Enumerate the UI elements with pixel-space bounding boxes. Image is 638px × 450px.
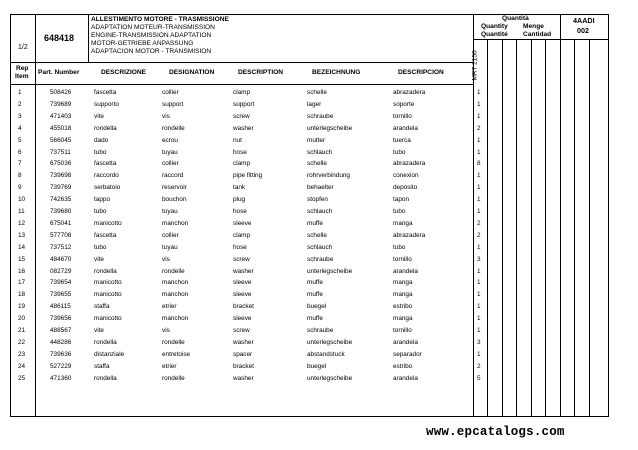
description-cell: washer: [233, 124, 254, 132]
table-row: [0, 325, 638, 337]
qty-label-fr: Quantité: [481, 31, 508, 38]
descrizione-cell: vite: [94, 112, 104, 120]
descripcion-cell: soporte: [393, 100, 415, 108]
rep-cell: 12: [18, 219, 26, 227]
rep-cell: 8: [18, 172, 22, 180]
quantity-cell: 8: [477, 160, 481, 168]
description-cell: washer: [233, 338, 254, 346]
descripcion-cell: abrazadera: [393, 231, 426, 239]
header-divider: [10, 62, 473, 63]
table-row: [0, 158, 638, 170]
table-row: [0, 194, 638, 206]
rep-cell: 2: [18, 100, 22, 108]
descripcion-cell: tornillo: [393, 327, 412, 334]
quantity-cell: 1: [477, 350, 481, 358]
rep-cell: 19: [18, 303, 26, 311]
descrizione-cell: tubo: [94, 148, 107, 156]
bezeichnung-cell: lager: [307, 100, 322, 108]
description-cell: hose: [233, 243, 247, 251]
bezeichnung-cell: behaelter: [307, 184, 334, 192]
watermark-url[interactable]: www.epcatalogs.com: [426, 425, 565, 439]
part-number-cell: 737511: [50, 148, 71, 156]
descripcion-cell: tubo: [393, 243, 406, 251]
table-row: [0, 361, 638, 373]
mrt-label-text: MRT 2150: [471, 50, 479, 81]
col-rep: Rep: [16, 65, 29, 72]
descripcion-cell: manga: [393, 279, 413, 287]
quantity-cell: 3: [477, 338, 481, 346]
table-row: [0, 254, 638, 266]
col-descrizione: DESCRIZIONE: [101, 69, 147, 76]
table-row: [0, 289, 638, 301]
designation-cell: support: [162, 100, 184, 108]
table-row: [0, 99, 638, 111]
designation-cell: collier: [162, 231, 179, 239]
descrizione-cell: fascetta: [94, 160, 117, 168]
table-row: [0, 135, 638, 147]
part-number-cell: 577708: [50, 231, 72, 239]
descrizione-cell: tubo: [94, 243, 107, 251]
description-cell: support: [233, 100, 255, 108]
descrizione-cell: raccordo: [94, 172, 119, 180]
rep-cell: 14: [18, 243, 26, 251]
descripcion-cell: manga: [393, 219, 413, 227]
descrizione-cell: vite: [94, 255, 104, 263]
part-number-cell: 675041: [50, 219, 72, 227]
part-number-cell: 739655: [50, 291, 72, 299]
bezeichnung-cell: schelle: [307, 160, 327, 168]
bezeichnung-cell: schlauch: [307, 148, 333, 156]
description-cell: screw: [233, 255, 250, 263]
table-row: [0, 123, 638, 135]
designation-cell: manchon: [162, 291, 189, 299]
descripcion-cell: estribo: [393, 362, 413, 370]
descrizione-cell: rondella: [94, 374, 117, 382]
part-number-cell: 508426: [50, 89, 72, 96]
part-number-cell: 448286: [50, 338, 72, 346]
descrizione-cell: dado: [94, 136, 109, 144]
quantity-cell: 5: [477, 374, 481, 382]
table-row: [0, 313, 638, 325]
descrizione-cell: rondella: [94, 267, 117, 275]
rep-cell: 17: [18, 279, 26, 287]
descrizione-cell: tubo: [94, 208, 107, 215]
bezeichnung-cell: schelle: [307, 89, 327, 96]
table-row: [0, 230, 638, 242]
rep-cell: 16: [18, 267, 26, 275]
descripcion-cell: estribo: [393, 303, 413, 311]
part-number-cell: 739654: [50, 279, 72, 287]
part-number-cell: 082729: [50, 267, 72, 275]
designation-cell: tuyau: [162, 148, 178, 156]
bezeichnung-cell: rohrverbindung: [307, 172, 350, 180]
quantity-cell: 1: [477, 136, 481, 144]
designation-cell: collier: [162, 89, 179, 96]
description-cell: sleeve: [233, 315, 252, 323]
designation-cell: collier: [162, 160, 179, 168]
descrizione-cell: manicotto: [94, 315, 122, 323]
designation-cell: vis: [162, 327, 170, 334]
header-divider: [10, 84, 473, 85]
descrizione-cell: staffa: [94, 303, 110, 311]
title-es: ADAPTACION MOTOR - TRANSMISION: [91, 48, 212, 55]
part-number-cell: 739636: [50, 350, 72, 358]
table-row: [0, 111, 638, 123]
designation-cell: etrier: [162, 303, 177, 311]
quantity-cell: 1: [477, 267, 481, 275]
description-cell: hose: [233, 208, 247, 215]
bezeichnung-cell: muffe: [307, 279, 323, 287]
descripcion-cell: arandela: [393, 338, 418, 346]
bezeichnung-cell: unterlegscheibe: [307, 124, 353, 132]
description-cell: clamp: [233, 160, 251, 168]
rep-cell: 13: [18, 231, 26, 239]
quantity-cell: 1: [477, 172, 481, 180]
rep-cell: 23: [18, 350, 26, 358]
descrizione-cell: rondella: [94, 338, 117, 346]
table-row: [0, 373, 638, 385]
description-cell: pipe fitting: [233, 172, 263, 180]
table-row: [0, 301, 638, 313]
description-cell: clamp: [233, 89, 251, 96]
quantity-cell: 2: [477, 231, 481, 239]
bezeichnung-cell: schlauch: [307, 208, 333, 215]
bezeichnung-cell: unterlegscheibe: [307, 267, 353, 275]
table-row: [0, 87, 638, 99]
descrizione-cell: manicotto: [94, 291, 122, 299]
quantity-cell: 2: [477, 219, 481, 227]
rep-cell: 5: [18, 136, 22, 144]
col-divider: [88, 14, 89, 62]
part-number-cell: 739769: [50, 184, 72, 192]
bezeichnung-cell: schraube: [307, 327, 334, 334]
descripcion-cell: abrazadera: [393, 160, 426, 168]
designation-cell: manchon: [162, 279, 189, 287]
part-number-cell: 488567: [50, 327, 72, 334]
descrizione-cell: fascetta: [94, 89, 117, 96]
description-cell: screw: [233, 327, 250, 334]
part-number-cell: 739698: [50, 172, 72, 180]
descripcion-cell: tapon: [393, 196, 409, 204]
bezeichnung-cell: muffe: [307, 291, 323, 299]
table-row: [0, 182, 638, 194]
part-number-cell: 484670: [50, 255, 72, 263]
part-number-cell: 471360: [50, 374, 72, 382]
part-number-cell: 455018: [50, 124, 72, 132]
rep-cell: 11: [18, 208, 25, 215]
rep-cell: 3: [18, 112, 22, 120]
descrizione-cell: staffa: [94, 362, 110, 370]
qty-label-de: Menge: [523, 23, 544, 30]
quantity-cell: 1: [477, 112, 481, 120]
qty-label-es: Cantidad: [523, 31, 552, 38]
part-number-cell: 527229: [50, 362, 72, 370]
table-row: [0, 147, 638, 159]
col-designation: DESIGNATION: [169, 69, 215, 76]
col-bezeichnung: BEZEICHNUNG: [312, 69, 361, 76]
part-number-cell: 737512: [50, 243, 72, 251]
designation-cell: manchon: [162, 219, 189, 227]
designation-cell: etrier: [162, 362, 177, 370]
model-sub: 002: [577, 26, 589, 35]
rep-cell: 24: [18, 362, 26, 370]
bezeichnung-cell: unterlegscheibe: [307, 374, 353, 382]
description-cell: bracket: [233, 362, 254, 370]
description-cell: sleeve: [233, 279, 252, 287]
designation-cell: tuyau: [162, 208, 178, 215]
rep-cell: 4: [18, 124, 22, 132]
mrt-label: [470, 52, 478, 82]
rep-cell: 25: [18, 374, 26, 382]
parts-list: [0, 87, 638, 397]
table-row: [0, 277, 638, 289]
descrizione-cell: rondella: [94, 124, 117, 132]
description-cell: sleeve: [233, 219, 252, 227]
bezeichnung-cell: schelle: [307, 231, 327, 239]
table-row: [0, 349, 638, 361]
description-cell: hose: [233, 148, 247, 156]
qty-label-it: Quantità: [502, 15, 529, 22]
designation-cell: rondelle: [162, 338, 185, 346]
descripcion-cell: arandela: [393, 374, 418, 382]
description-cell: washer: [233, 374, 254, 382]
descrizione-cell: vite: [94, 327, 104, 334]
bezeichnung-cell: schraube: [307, 112, 334, 120]
designation-cell: reservoir: [162, 184, 187, 192]
title-it: ALLESTIMENTO MOTORE - TRASMISSIONE: [91, 16, 229, 23]
table-row: [0, 337, 638, 349]
quantity-cell: 1: [477, 303, 481, 311]
col-description: DESCRIPTION: [238, 69, 284, 76]
part-number-cell: 566045: [50, 136, 72, 144]
description-cell: screw: [233, 112, 250, 120]
quantity-cell: 1: [477, 315, 481, 323]
descripcion-cell: tornillo: [393, 112, 412, 120]
quantity-cell: 1: [477, 291, 481, 299]
descripcion-cell: tubo: [393, 148, 406, 156]
bezeichnung-cell: abstandstuck: [307, 350, 345, 358]
title-de: MOTOR-GETRIEBE ANPASSUNG: [91, 40, 194, 47]
designation-cell: entretoise: [162, 350, 191, 358]
description-cell: washer: [233, 267, 254, 275]
description-cell: sleeve: [233, 291, 252, 299]
descrizione-cell: manicotto: [94, 219, 122, 227]
bezeichnung-cell: muffe: [307, 315, 323, 323]
description-cell: nut: [233, 136, 242, 144]
descrizione-cell: serbatoio: [94, 184, 121, 192]
quantity-cell: 1: [477, 89, 481, 96]
descripcion-cell: separador: [393, 350, 422, 358]
part-number-cell: 675036: [50, 160, 72, 168]
designation-cell: bouchon: [162, 196, 187, 204]
description-cell: spacer: [233, 350, 253, 358]
part-number-cell: 486115: [50, 303, 71, 311]
quantity-cell: 3: [477, 255, 481, 263]
designation-cell: rondelle: [162, 374, 185, 382]
descrizione-cell: distanziale: [94, 350, 125, 358]
part-number-cell: 739680: [50, 208, 72, 215]
descripcion-cell: tornillo: [393, 255, 412, 263]
quantity-cell: 1: [477, 184, 481, 192]
rep-cell: 15: [18, 255, 26, 263]
designation-cell: manchon: [162, 315, 189, 323]
description-cell: bracket: [233, 303, 254, 311]
descripcion-cell: manga: [393, 315, 413, 323]
bezeichnung-cell: buegel: [307, 362, 327, 370]
group-number: 648418: [44, 33, 75, 43]
part-number-cell: 471403: [50, 112, 72, 120]
designation-cell: tuyau: [162, 243, 178, 251]
rep-cell: 18: [18, 291, 26, 299]
col-descripcion: DESCRIPCION: [398, 69, 444, 76]
description-cell: clamp: [233, 231, 251, 239]
bezeichnung-cell: muffe: [307, 219, 323, 227]
quantity-cell: 1: [477, 327, 481, 334]
bezeichnung-cell: mutter: [307, 136, 326, 144]
table-row: [0, 242, 638, 254]
qty-label-en: Quantity: [481, 23, 508, 30]
bezeichnung-cell: unterlegscheibe: [307, 338, 353, 346]
part-number-cell: 739656: [50, 315, 72, 323]
rep-cell: 6: [18, 148, 22, 156]
rep-cell: 10: [18, 196, 26, 204]
rep-cell: 9: [18, 184, 22, 192]
description-cell: plug: [233, 196, 246, 204]
descripcion-cell: arandela: [393, 124, 418, 132]
descripcion-cell: tubo: [393, 208, 406, 215]
quantity-cell: 1: [477, 208, 481, 215]
descripcion-cell: arandela: [393, 267, 418, 275]
designation-cell: vis: [162, 112, 170, 120]
part-number-cell: 739689: [50, 100, 72, 108]
quantity-cell: 1: [477, 279, 481, 287]
table-row: [0, 266, 638, 278]
descripcion-cell: abrazadera: [393, 89, 426, 96]
descripcion-cell: deposito: [393, 184, 418, 192]
designation-cell: raccord: [162, 172, 184, 180]
quantity-cell: 1: [477, 148, 481, 156]
descripcion-cell: conexion: [393, 172, 419, 180]
descripcion-cell: manga: [393, 291, 413, 299]
designation-cell: vis: [162, 255, 170, 263]
quantity-cell: 2: [477, 124, 481, 132]
bezeichnung-cell: schlauch: [307, 243, 333, 251]
model-code: 4AADI: [573, 16, 595, 25]
description-cell: tank: [233, 184, 246, 192]
rep-cell: 1: [18, 89, 22, 96]
bezeichnung-cell: buegel: [307, 303, 327, 311]
descrizione-cell: supporto: [94, 100, 119, 108]
descripcion-cell: tuerca: [393, 136, 411, 144]
title-fr: ADAPTATION MOTEUR-TRANSMISSION: [91, 24, 215, 31]
quantity-cell: 1: [477, 100, 481, 108]
col-item: Item: [15, 73, 29, 80]
designation-cell: ecrou: [162, 136, 178, 144]
page-indicator: 1/2: [18, 44, 28, 51]
part-number-cell: 742635: [50, 196, 72, 204]
quantity-cell: 1: [477, 196, 481, 204]
bezeichnung-cell: stopfen: [307, 196, 328, 204]
bezeichnung-cell: schraube: [307, 255, 334, 263]
quantity-cell: 1: [477, 243, 481, 251]
col-part-number: Part. Number: [38, 69, 80, 76]
table-row: [0, 170, 638, 182]
header-divider: [473, 39, 609, 40]
descrizione-cell: tappo: [94, 196, 110, 204]
table-row: [0, 218, 638, 230]
rep-cell: 22: [18, 338, 26, 346]
designation-cell: rondelle: [162, 267, 185, 275]
descrizione-cell: fascetta: [94, 231, 117, 239]
descrizione-cell: manicotto: [94, 279, 122, 287]
table-row: [0, 206, 638, 218]
rep-cell: 21: [18, 327, 26, 334]
quantity-cell: 2: [477, 362, 481, 370]
designation-cell: rondelle: [162, 124, 185, 132]
title-en: ENGINE-TRANSMISSION ADAPTATION: [91, 32, 212, 39]
rep-cell: 7: [18, 160, 22, 168]
rep-cell: 20: [18, 315, 26, 323]
